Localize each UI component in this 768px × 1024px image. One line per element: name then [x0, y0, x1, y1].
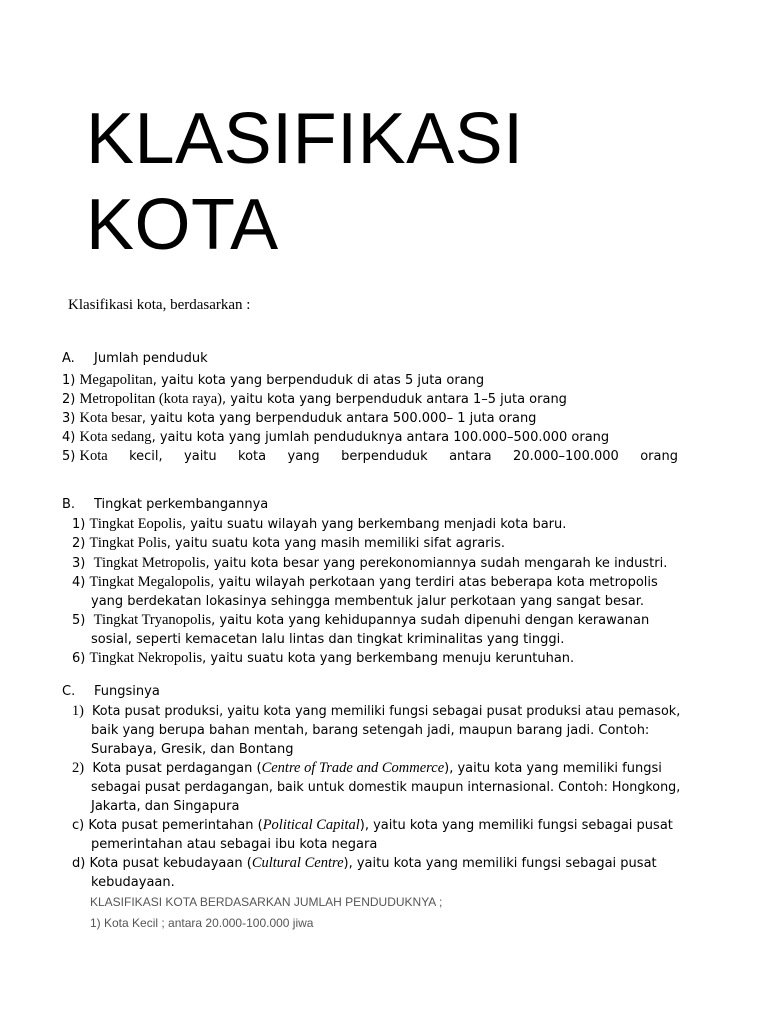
- list-item: 3) Kota besar, yaitu kota yang berpenduduk antara 500.000– 1 juta orang: [62, 410, 537, 426]
- section-c-title: Fungsinya: [94, 684, 160, 699]
- list-item-continuation: kebudayaan.: [91, 875, 175, 890]
- title-line-1: KLASIFIKASI: [86, 99, 524, 179]
- list-item: 1) Megapolitan, yaitu kota yang berpenduduk di atas 5 juta orang: [62, 372, 485, 388]
- list-item-continuation: sosial, seperti kemacetan lalu lintas dan tingkat kriminalitas yang tinggi.: [91, 632, 565, 647]
- list-item: 5) Tingkat Tryanopolis, yaitu kota yang kehidupannya sudah dipenuhi dengan kerawanan: [72, 612, 650, 628]
- page-title: [86, 96, 524, 268]
- section-a-title: Jumlah penduduk: [94, 351, 208, 366]
- section-b-heading: [62, 497, 268, 512]
- section-b-letter: B.: [62, 497, 76, 512]
- title-line-2: KOTA: [86, 185, 279, 265]
- list-item-justified: 5) Kota kecil, yaitu kota yang berpenduduk antara 20.000–100.000 orang: [62, 448, 678, 464]
- footer-item: 1) Kota Kecil ; antara 20.000-100.000 jiwa: [90, 916, 314, 930]
- list-item: c) Kota pusat pemerintahan (Political Capital), yaitu kota yang memiliki fungsi sebagai pusat: [72, 817, 673, 833]
- section-a-heading: [62, 351, 208, 366]
- section-a-letter: A.: [62, 351, 75, 366]
- footer-heading: KLASIFIKASI KOTA BERDASARKAN JUMLAH PENDUDUKNYA ;: [90, 895, 443, 909]
- list-item-continuation: baik yang berupa bahan mentah, barang setengah jadi, maupun barang jadi. Contoh:: [91, 723, 650, 738]
- list-item: d) Kota pusat kebudayaan (Cultural Centre), yaitu kota yang memiliki fungsi sebagai pusat: [72, 855, 657, 871]
- list-item: 1) Tingkat Eopolis, yaitu suatu wilayah yang berkembang menjadi kota baru.: [72, 516, 567, 532]
- list-item-continuation: Jakarta, dan Singapura: [91, 799, 240, 814]
- list-item: 2) Tingkat Polis, yaitu suatu kota yang masih memiliki sifat agraris.: [72, 535, 506, 551]
- list-item: 3) Tingkat Metropolis, yaitu kota besar yang perekonomiannya sudah mengarah ke industri.: [72, 555, 668, 571]
- list-item-continuation: pemerintahan atau sebagai ibu kota negara: [91, 837, 378, 852]
- list-item: 4) Tingkat Megalopolis, yaitu wilayah perkotaan yang terdiri atas beberapa kota metropolis: [72, 574, 658, 590]
- section-c-heading: [62, 684, 160, 699]
- list-item: 2) Metropolitan (kota raya), yaitu kota yang berpenduduk antara 1–5 juta orang: [62, 391, 567, 407]
- list-item: 6) Tingkat Nekropolis, yaitu suatu kota yang berkembang menuju keruntuhan.: [72, 650, 575, 666]
- list-item-continuation: yang berdekatan lokasinya sehingga membentuk jalur perkotaan yang sangat besar.: [91, 594, 645, 609]
- list-item-continuation: sebagai pusat perdagangan, baik untuk domestik maupun internasional. Contoh: Hongkong,: [91, 780, 681, 795]
- list-item-continuation: Surabaya, Gresik, dan Bontang: [91, 742, 294, 757]
- section-c-letter: C.: [62, 684, 76, 699]
- intro-text: Klasifikasi kota, berdasarkan :: [68, 297, 251, 313]
- list-item: 1) Kota pusat produksi, yaitu kota yang memiliki fungsi sebagai pusat produksi atau pemasok,: [72, 703, 681, 719]
- section-b-title: Tingkat perkembangannya: [94, 497, 269, 512]
- list-item: 4) Kota sedang, yaitu kota yang jumlah penduduknya antara 100.000–500.000 orang: [62, 429, 610, 445]
- list-item: 2) Kota pusat perdagangan (Centre of Trade and Commerce), yaitu kota yang memiliki fungsi: [72, 760, 662, 776]
